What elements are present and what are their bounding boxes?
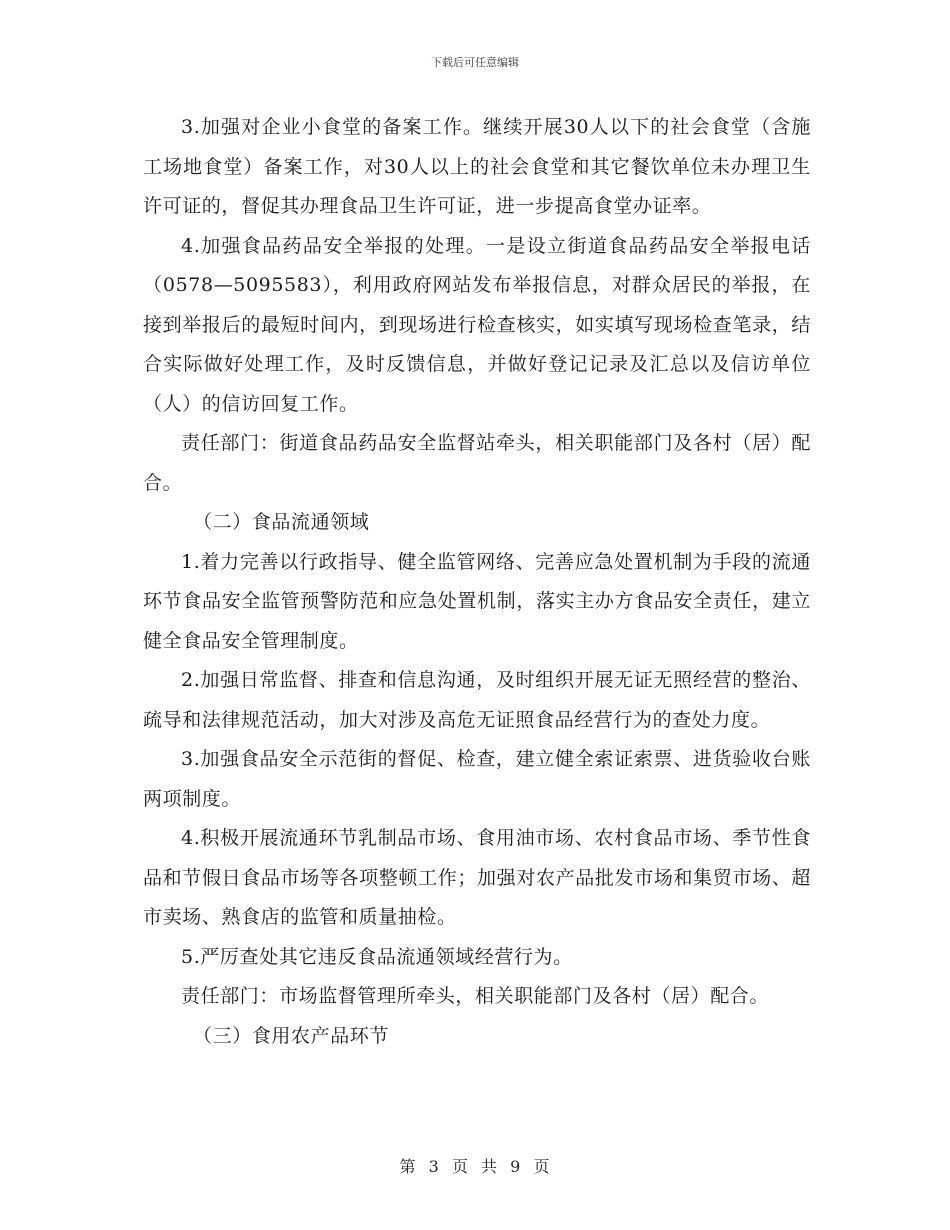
footer-label-di: 第 — [399, 1157, 417, 1176]
document-body — [143, 108, 811, 1056]
paragraph-report-handling: 4.加强食品药品安全举报的处理。一是设立街道食品药品安全举报电话（0578—5095583），利用政府网站发布举报信息，对群众居民的举报，在接到举报后的最短时间内，到现场进行检查核实，如实填写现场检查笔录，结合实际做好处理工作，及时反馈信息，并做好登记记录及汇总以及信访单位（人）的信访回复工作。 — [143, 234, 811, 415]
page-footer — [0, 1154, 950, 1177]
paragraph-responsible-dept-1: 责任部门：街道食品药品安全监督站牵头，相关职能部门及各村（居）配合。 — [143, 432, 811, 494]
paragraph-circulation-4: 4.积极开展流通环节乳制品市场、食用油市场、农村食品市场、季节性食品和节假日食品市场等各项整顿工作；加强对农产品批发市场和集贸市场、超市卖场、熟食店的监管和质量抽检。 — [143, 827, 811, 928]
footer-total-pages: 9 — [510, 1157, 522, 1176]
section-heading-food-circulation: （二）食品流通领域 — [193, 511, 370, 533]
section-heading-agricultural-products: （三）食用农产品环节 — [193, 1024, 390, 1047]
footer-label-ye2: 页 — [533, 1157, 551, 1176]
paragraph-circulation-3: 3.加强食品安全示范街的督促、检查，建立健全索证索票、进货验收台账两项制度。 — [143, 748, 811, 810]
paragraph-circulation-1: 1.着力完善以行政指导、健全监管网络、完善应急处置机制为手段的流通环节食品安全监管预警防范和应急处置机制，落实主办方食品安全责任，建立健全食品安全管理制度。 — [143, 550, 811, 652]
paragraph-circulation-5: 5.严厉查处其它违反食品流通领域经营行为。 — [181, 945, 573, 968]
paragraph-circulation-2: 2.加强日常监督、排查和信息沟通，及时组织开展无证无照经营的整治、疏导和法律规范活动，加大对涉及高危无证照食品经营行为的查处力度。 — [143, 669, 811, 731]
footer-page-number: 3 — [428, 1157, 440, 1176]
footer-label-ye: 页 — [451, 1157, 469, 1176]
page-header: 下载后可任意编辑 — [431, 56, 519, 69]
footer-label-gong: 共 — [481, 1157, 499, 1176]
paragraph-canteen-filing: 3.加强对企业小食堂的备案工作。继续开展30人以下的社会食堂（含施工场地食堂）备案工作，对30人以上的社会食堂和其它餐饮单位未办理卫生许可证的，督促其办理食品卫生许可证，进一步提高食堂办证率。 — [143, 116, 811, 217]
paragraph-responsible-dept-2: 责任部门：市场监督管理所牵头，相关职能部门及各村（居）配合。 — [181, 985, 770, 1007]
